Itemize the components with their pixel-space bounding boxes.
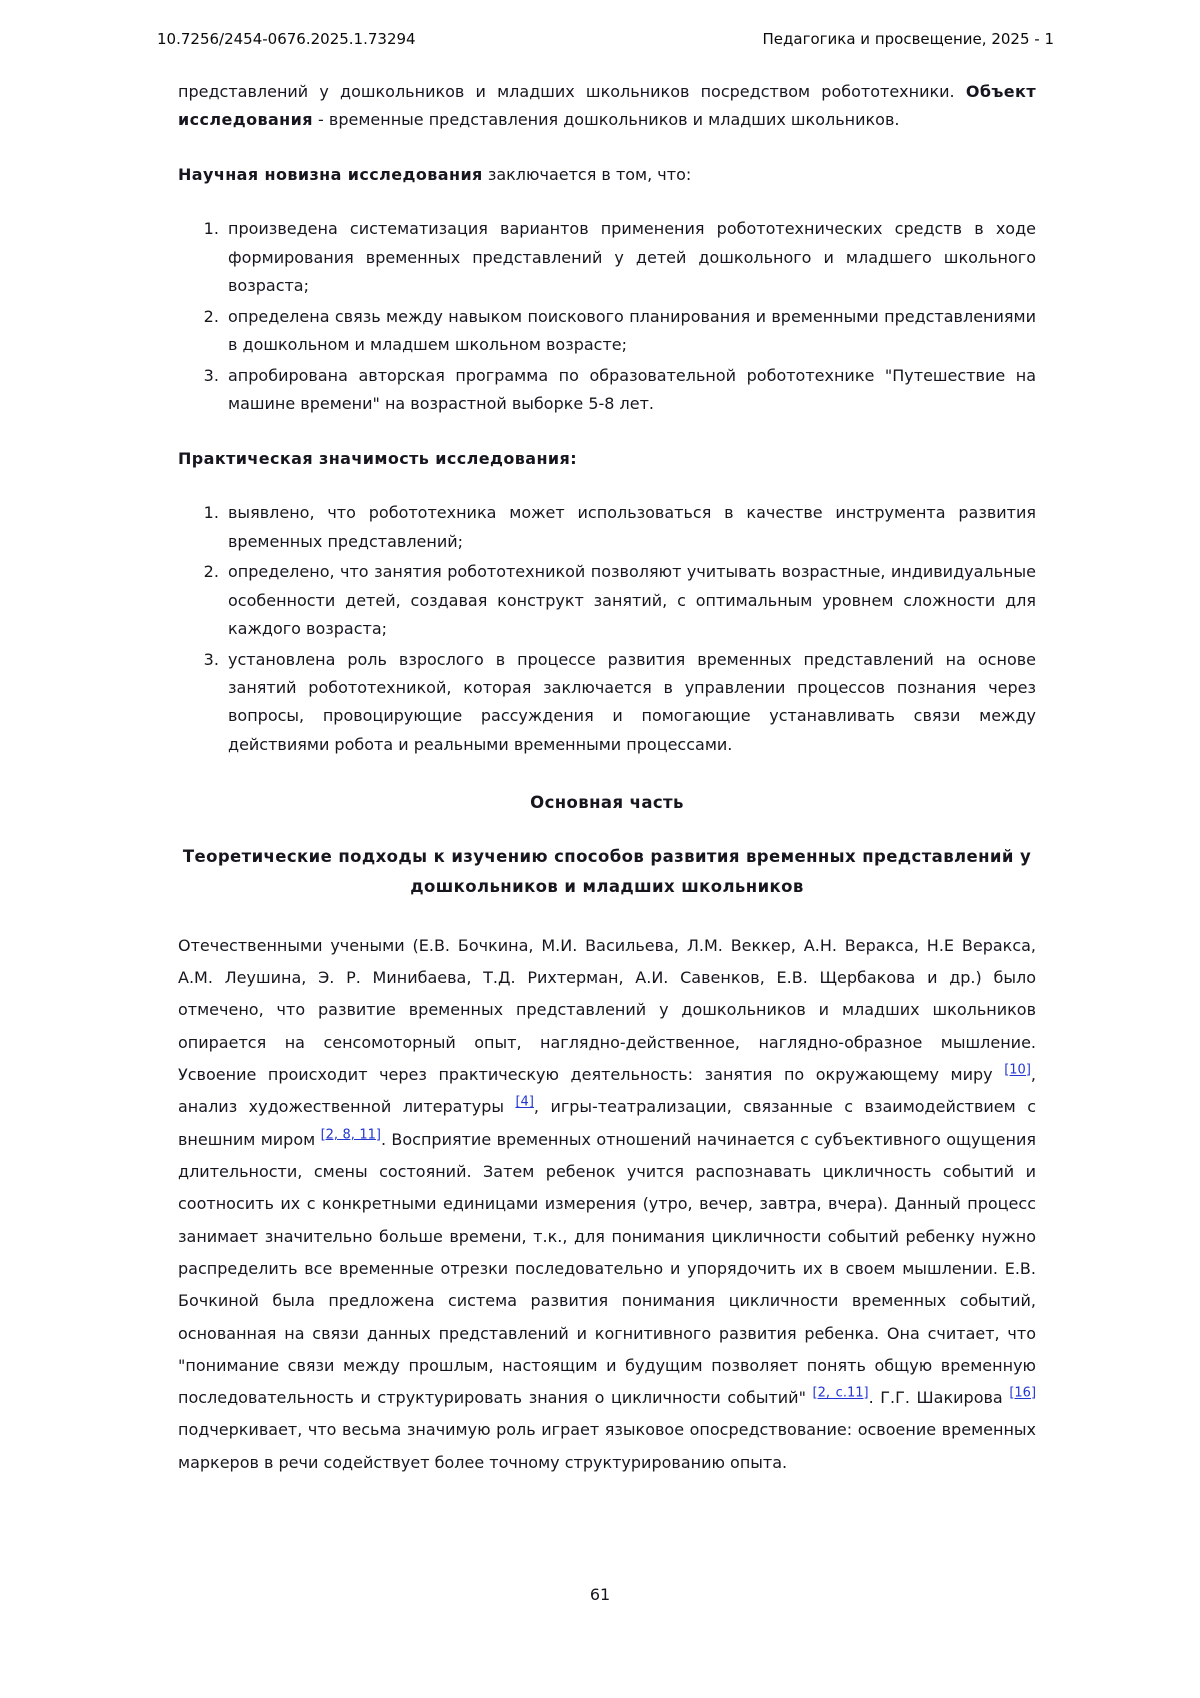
- paragraph-theory: Отечественными учеными (Е.В. Бочкина, М.И. Васильева, Л.М. Веккер, А.Н. Веракса, Н.Е Веракса, А.М. Леушина, Э. Р. Минибаева, Т.Д. Рихтерман, А.И. Савенков, Е.В. Щербакова и др.) было отмечено, что развитие временных представлений у дошкольников и младших школьников опирается на сенсомоторный опыт, наглядно-действенное, наглядно-образное мышление. Усвоение происходит через практическую деятельность: занятия по окружающему миру [10], анализ художественной литературы [4], игры-театрализации, связанные с взаимодействием с внешним миром [2, 8, 11]. Восприятие временных отношений начинается с субъективного ощущения длительности, смены состояний. Затем ребенок учится распознавать цикличность событий и соотносить их с конкретными единицами измерения (утро, вечер, завтра, вчера). Данный процесс занимает значительно больше времени, т.к., для понимания цикличности событий ребенку нужно распределить все временные отрезки последовательно и упорядочить их в своем мышлении. Е.В. Бочкиной была предложена система развития понимания цикличности временных событий, основанная на связи данных представлений и когнитивного развития ребенка. Она считает, что "понимание связи между прошлым, настоящим и будущим позволяет понять общую временную последовательность и структурировать знания о цикличности событий" [2, с.11]. Г.Г. Шакирова [16] подчеркивает, что весьма значимую роль играет языковое опосредствование: освоение временных маркеров в речи содействует более точному структурированию опыта.: [178, 935, 1037, 1472]
- page-footer: [0, 1585, 1200, 1604]
- page-number: 61: [589, 1585, 611, 1604]
- paragraph-novelty-heading: Научная новизна исследования заключается в том, что:: [178, 164, 692, 184]
- list-item: 3. установлена роль взрослого в процессе развития временных представлений на основе занятий робототехникой, которая заключается в управлении процессов познания через вопросы, провоцирующие рассуждения и помогающие устанавливать связи между действиями робота и реальными временными процессами.: [224, 646, 1036, 760]
- subsection-heading: Теоретические подходы к изучению способов развития временных представлений у дошкольников и младших школьников: [182, 847, 1032, 897]
- citation-link[interactable]: [10]: [1004, 1062, 1031, 1078]
- page-header: [0, 0, 1200, 48]
- journal-title: Педагогика и просвещение, 2025 - 1: [762, 30, 1054, 48]
- significance-list: [178, 499, 1036, 759]
- article-body: [0, 48, 1200, 1479]
- citation-link[interactable]: [4]: [515, 1094, 534, 1110]
- citation-link[interactable]: [2, 8, 11]: [320, 1127, 381, 1143]
- section-heading: Основная часть: [530, 793, 684, 813]
- bold-run: Объект исследования: [178, 82, 1036, 130]
- list-item: 1. произведена систематизация вариантов применения робототехнических средств в ходе формирования временных представлений у детей дошкольного и младшего школьного возраста;: [224, 215, 1036, 300]
- novelty-list: [178, 215, 1036, 418]
- citation-link[interactable]: [16]: [1009, 1385, 1037, 1401]
- paragraph-significance-heading: [178, 445, 1036, 473]
- doi-text: 10.7256/2454-0676.2025.1.73294: [157, 30, 416, 48]
- bold-run: Практическая значимость исследования:: [178, 448, 577, 468]
- list-item: 3. апробирована авторская программа по образовательной робототехнике "Путешествие на машине времени" на возрастной выборке 5-8 лет.: [224, 362, 1036, 419]
- list-item: 2. определено, что занятия робототехникой позволяют учитывать возрастные, индивидуальные особенности детей, создавая конструкт занятий, с оптимальным уровнем сложности для каждого возраста;: [224, 558, 1036, 643]
- list-item: 2. определена связь между навыком поискового планирования и временными представлениями в дошкольном и младшем школьном возрасте;: [224, 303, 1036, 360]
- list-item: 1. выявлено, что робототехника может использоваться в качестве инструмента развития временных представлений;: [224, 499, 1036, 556]
- citation-link[interactable]: [2, с.11]: [812, 1385, 869, 1401]
- bold-run: Научная новизна исследования: [178, 164, 483, 184]
- paragraph-intro: представлений у дошкольников и младших школьников посредством робототехники. Объект исследования - временные представления дошкольников и младших школьников.: [178, 82, 1036, 130]
